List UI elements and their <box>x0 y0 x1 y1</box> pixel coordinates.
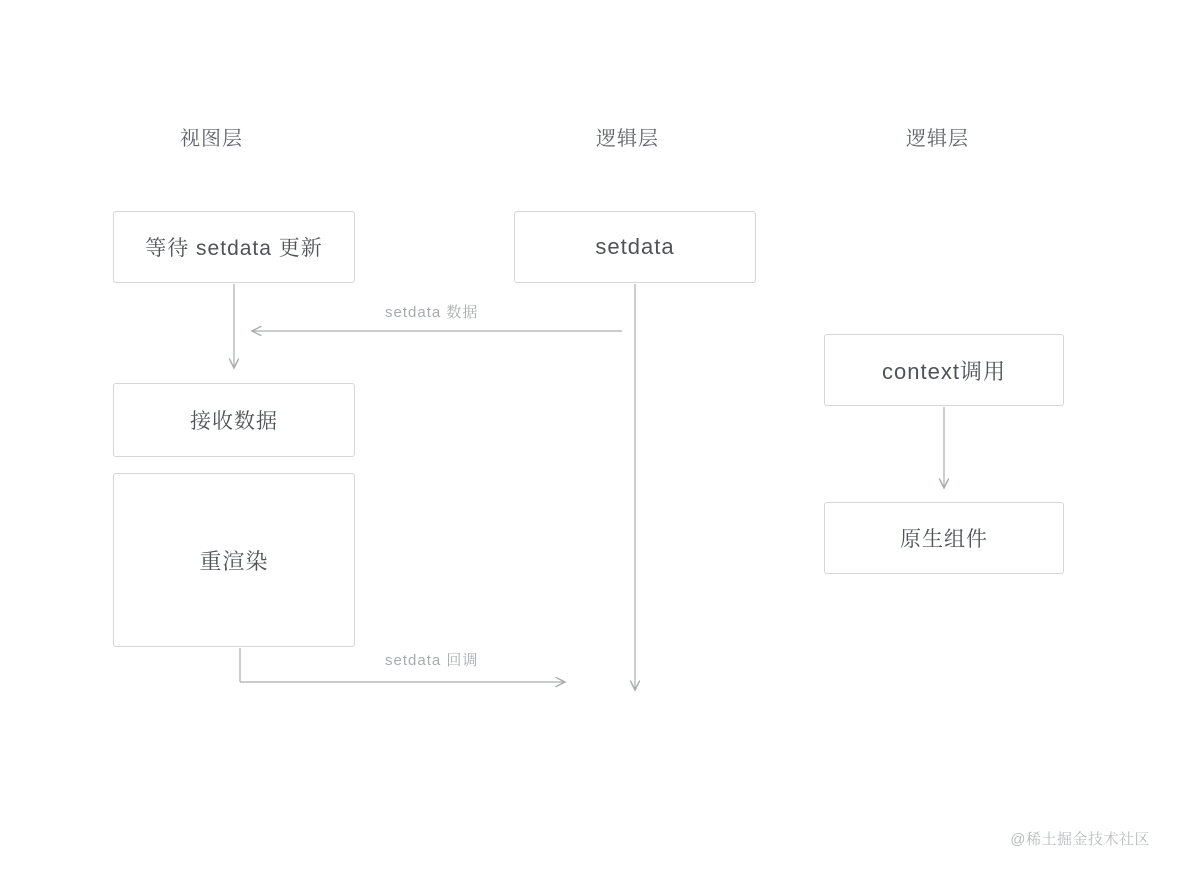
watermark: @稀土掘金技术社区 <box>1010 831 1150 848</box>
node-context-call[interactable]: context调用 <box>824 334 1064 406</box>
column-title-logic-layer-2: 逻辑层 <box>906 128 969 150</box>
column-title-logic-layer-1: 逻辑层 <box>596 128 659 150</box>
node-rerender[interactable]: 重渲染 <box>113 473 355 647</box>
node-setdata[interactable]: setdata <box>514 211 756 283</box>
edge-label-setdata-data: setdata 数据 <box>385 304 479 321</box>
edge-label-setdata-callback: setdata 回调 <box>385 652 479 669</box>
node-native-component[interactable]: 原生组件 <box>824 502 1064 574</box>
column-title-view-layer: 视图层 <box>180 128 243 150</box>
node-receive-data[interactable]: 接收数据 <box>113 383 355 457</box>
node-wait-setdata-update[interactable]: 等待 setdata 更新 <box>113 211 355 283</box>
